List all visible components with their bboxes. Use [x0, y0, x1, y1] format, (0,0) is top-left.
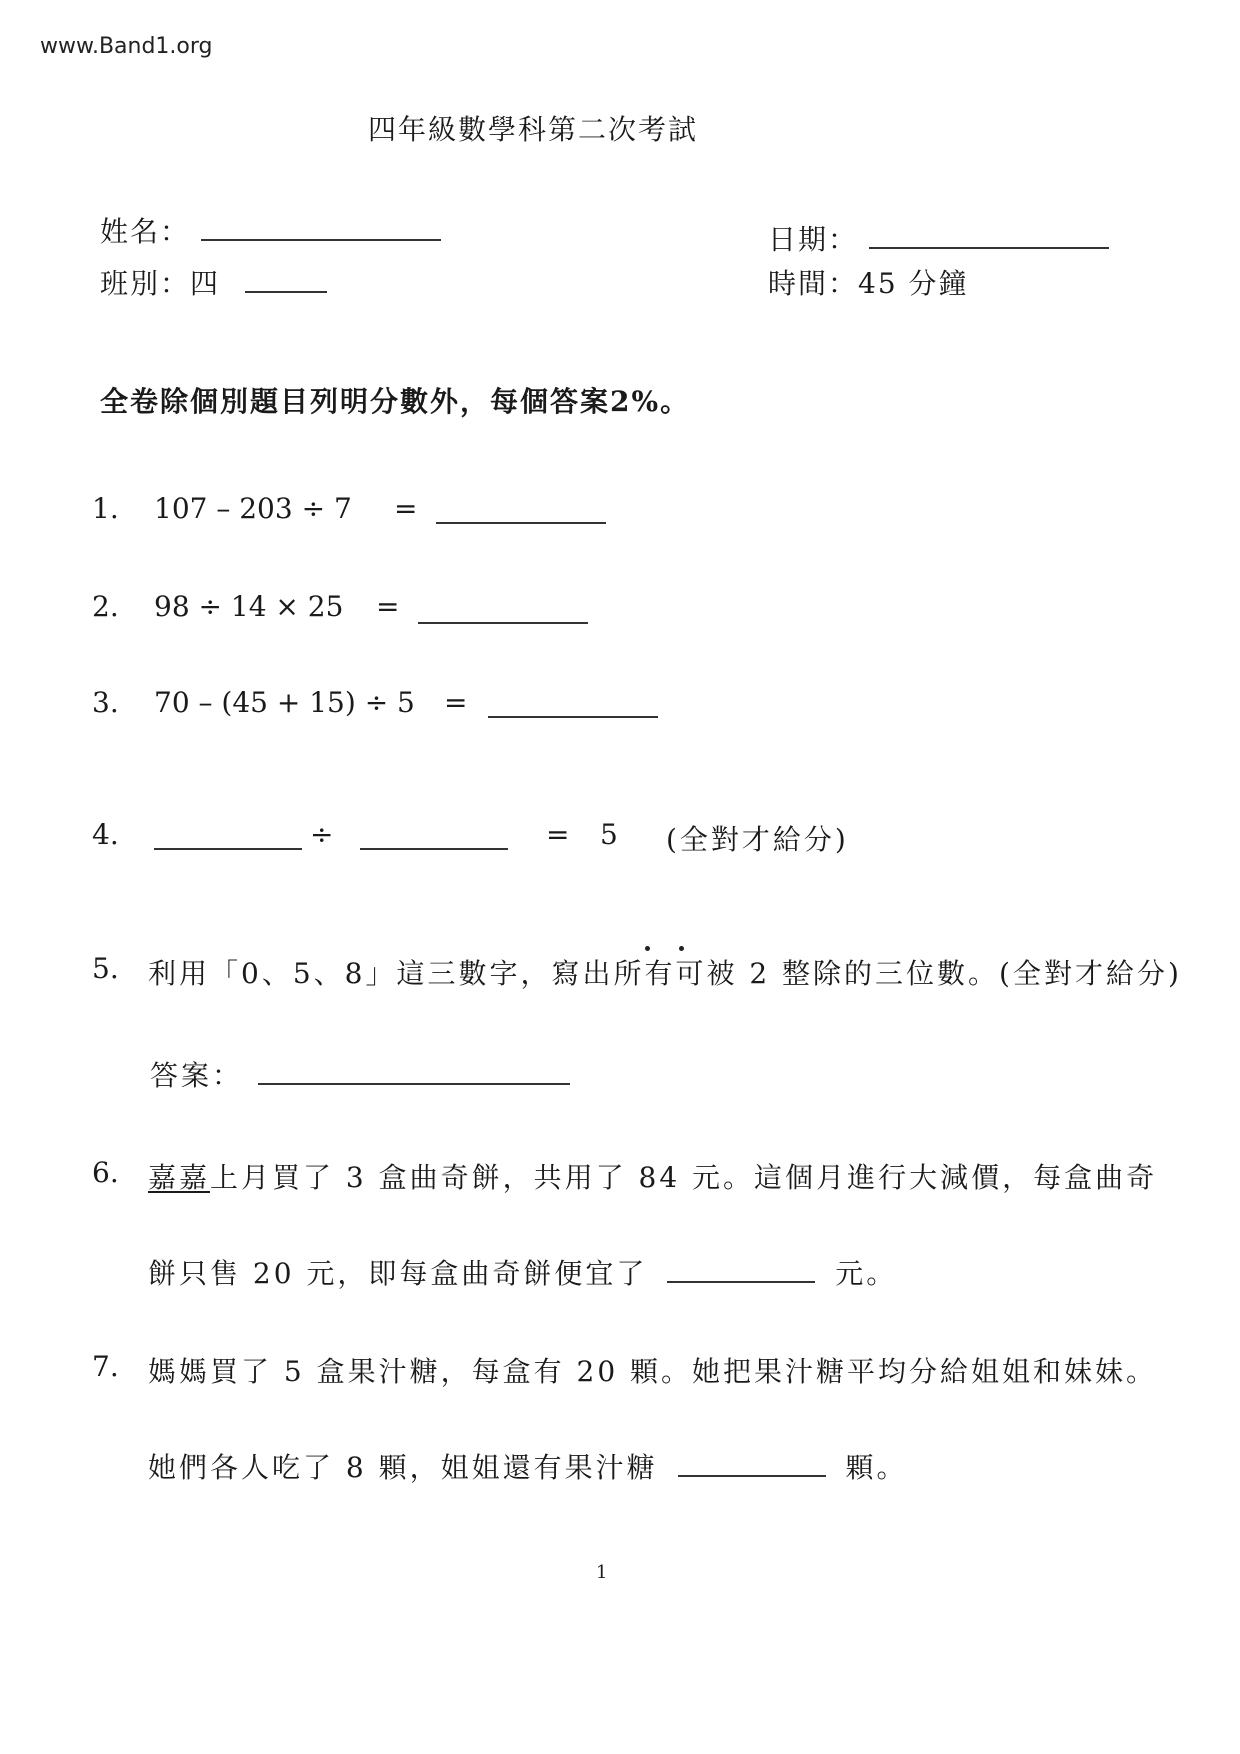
question-number: 7.: [92, 1350, 119, 1383]
site-url: www.Band1.org: [40, 34, 213, 59]
question-5-answer: [150, 1054, 750, 1094]
answer-blank[interactable]: [488, 692, 658, 718]
equals-sign: =: [546, 818, 570, 851]
page-number: 1: [596, 1562, 608, 1583]
class-blank[interactable]: [245, 267, 327, 293]
question-number: 6.: [92, 1156, 119, 1189]
question-number: 2.: [92, 590, 119, 623]
question-text-line-1: 嘉嘉上月買了 3 盒曲奇餅，共用了 84 元。這個月進行大減價，每盒曲奇: [148, 1161, 1158, 1194]
marking-note: 全卷除個別題目列明分數外，每個答案2%。: [100, 385, 691, 418]
time-field: [768, 262, 969, 302]
question-4: [92, 818, 1192, 858]
question-7-line-2: [148, 1446, 1048, 1486]
question-7: [92, 1350, 1232, 1390]
divisor-blank[interactable]: [360, 824, 508, 850]
name-blank[interactable]: [201, 215, 441, 241]
emphasis-dot: [645, 946, 650, 951]
full-marks-note: (全對才給分): [666, 823, 849, 856]
unit-text: 顆。: [845, 1451, 908, 1484]
time-label: 時間：45 分鐘: [768, 267, 969, 300]
person-name: 嘉嘉: [148, 1161, 211, 1194]
question-6: [92, 1156, 1232, 1196]
divide-sign: ÷: [310, 818, 334, 851]
question-expression: 70 – (45 + 15) ÷ 5: [154, 686, 415, 719]
exam-title: 四年級數學科第二次考試: [368, 113, 699, 146]
name-label: 姓名：: [100, 215, 191, 248]
date-blank[interactable]: [869, 223, 1109, 249]
date-label: 日期：: [768, 223, 859, 256]
question-6-line-2: [148, 1252, 1048, 1292]
question-3: [92, 686, 1192, 726]
emphasis-dot: [679, 946, 684, 951]
question-expression: 107 – 203 ÷ 7: [154, 492, 352, 525]
question-text-line-2: 她們各人吃了 8 顆，姐姐還有果汁糖: [148, 1451, 658, 1484]
dividend-blank[interactable]: [154, 824, 302, 850]
question-number: 4.: [92, 818, 119, 851]
question-number: 1.: [92, 492, 119, 525]
question-text-line-1: 媽媽買了 5 盒果汁糖，每盒有 20 顆。她把果汁糖平均分給姐姐和妹妹。: [148, 1355, 1158, 1388]
question-1: [92, 492, 1192, 532]
question-5: [92, 952, 1232, 992]
equals-sign: =: [376, 590, 400, 623]
name-field: [100, 210, 441, 250]
answer-blank[interactable]: [678, 1451, 826, 1477]
question-number: 3.: [92, 686, 119, 719]
equals-sign: =: [394, 492, 418, 525]
equals-sign: =: [444, 686, 468, 719]
answer-blank[interactable]: [258, 1059, 570, 1085]
question-2: [92, 590, 1192, 630]
question-text: 利用「0、5、8」這三數字，寫出所有可被 2 整除的三位數。(全對才給分): [148, 957, 1182, 990]
question-text-line-2: 餅只售 20 元，即每盒曲奇餅便宜了: [148, 1257, 648, 1290]
unit-text: 元。: [835, 1257, 898, 1290]
class-label: 班別：四: [100, 267, 221, 300]
question-number: 5.: [92, 952, 119, 985]
class-field: [100, 262, 327, 302]
answer-blank[interactable]: [436, 498, 606, 524]
answer-blank[interactable]: [418, 598, 588, 624]
answer-label: 答案：: [150, 1059, 244, 1092]
answer-blank[interactable]: [667, 1257, 815, 1283]
result-value: 5: [600, 818, 618, 851]
date-field: [768, 218, 1109, 258]
question-expression: 98 ÷ 14 × 25: [154, 590, 344, 623]
